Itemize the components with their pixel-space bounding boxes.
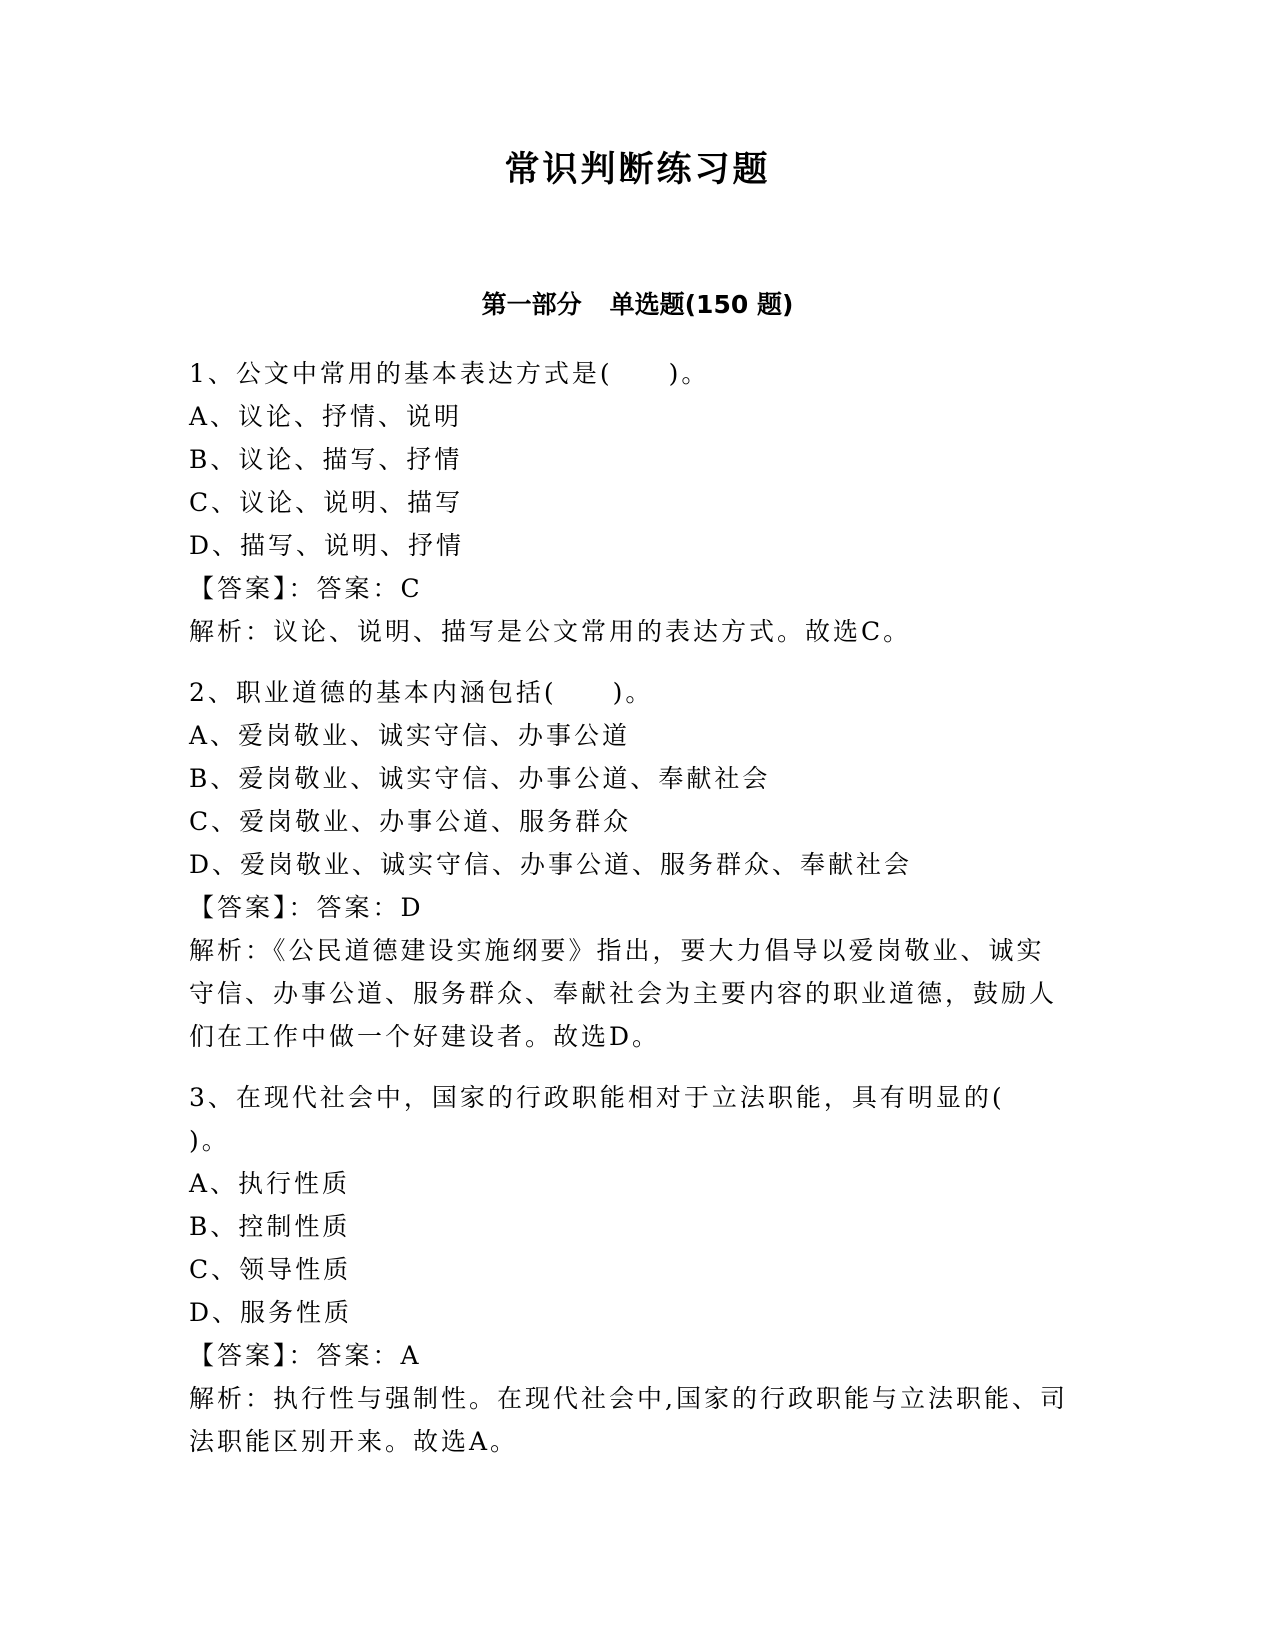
option-b: B、议论、描写、抒情 bbox=[189, 445, 463, 474]
option-b: B、控制性质 bbox=[189, 1212, 351, 1241]
answer: 【答案】：答案：C bbox=[189, 574, 423, 603]
option-d: D、爱岗敬业、诚实守信、办事公道、服务群众、奉献社会 bbox=[189, 850, 913, 879]
question-stem: 3、在现代社会中，国家的行政职能相对于立法职能，具有明显的( )。 bbox=[189, 1083, 1061, 1155]
question-list bbox=[189, 352, 1069, 1481]
page-title: 常识判断练习题 bbox=[504, 149, 771, 190]
question-stem: 2、职业道德的基本内涵包括( )。 bbox=[189, 678, 654, 707]
option-d: D、描写、说明、抒情 bbox=[189, 531, 465, 560]
option-c: C、爱岗敬业、办事公道、服务群众 bbox=[189, 807, 632, 836]
analysis: 解析：《公民道德建设实施纲要》指出，要大力倡导以爱岗敬业、诚实守信、办事公道、服务群众、奉献社会为主要内容的职业道德，鼓励人们在工作中做一个好建设者。故选D。 bbox=[189, 936, 1058, 1051]
question-3 bbox=[189, 1076, 1069, 1463]
option-a: A、爱岗敬业、诚实守信、办事公道 bbox=[189, 721, 631, 750]
option-c: C、议论、说明、描写 bbox=[189, 488, 464, 517]
option-d: D、服务性质 bbox=[189, 1298, 353, 1327]
analysis: 解析：议论、说明、描写是公文常用的表达方式。故选C。 bbox=[189, 617, 912, 646]
section-name: 单选题(150 题) bbox=[609, 290, 794, 319]
answer: 【答案】：答案：A bbox=[189, 1341, 422, 1370]
question-1 bbox=[189, 352, 1069, 653]
section-heading bbox=[0, 288, 1275, 322]
analysis: 解析：执行性与强制性。在现代社会中,国家的行政职能与立法职能、司法职能区别开来。故选A。 bbox=[189, 1384, 1068, 1456]
question-2 bbox=[189, 671, 1069, 1058]
section-part: 第一部分 bbox=[481, 290, 582, 319]
option-c: C、领导性质 bbox=[189, 1255, 352, 1284]
option-b: B、爱岗敬业、诚实守信、办事公道、奉献社会 bbox=[189, 764, 771, 793]
question-stem: 1、公文中常用的基本表达方式是( )。 bbox=[189, 359, 710, 388]
option-a: A、议论、抒情、说明 bbox=[189, 402, 463, 431]
answer: 【答案】：答案：D bbox=[189, 893, 424, 922]
option-a: A、执行性质 bbox=[189, 1169, 351, 1198]
